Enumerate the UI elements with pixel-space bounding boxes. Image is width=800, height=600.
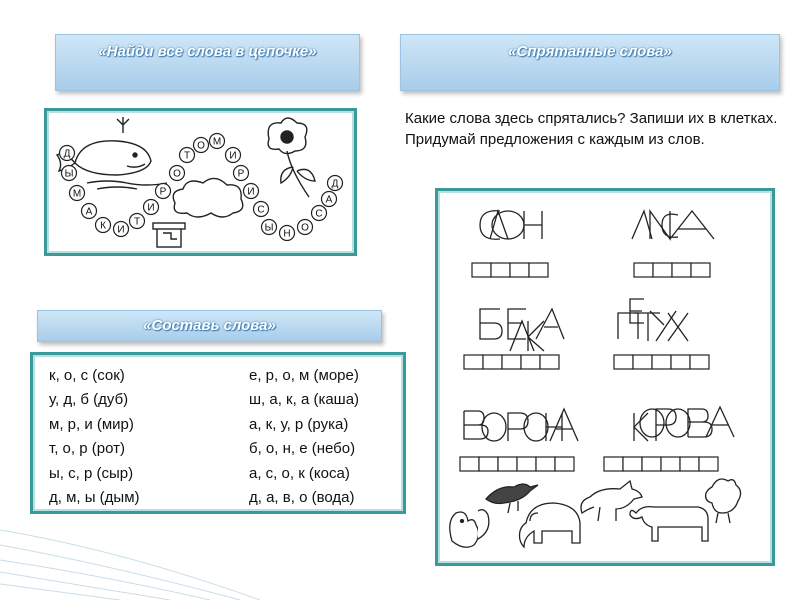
compose-words-panel bbox=[30, 352, 406, 514]
chain-letter bbox=[156, 184, 171, 199]
chain-letter bbox=[60, 146, 75, 161]
letter-box bbox=[460, 457, 479, 471]
compose-left-item: у, д, б (дуб) bbox=[49, 391, 129, 409]
compose-row bbox=[43, 412, 399, 437]
chain-letter bbox=[96, 218, 111, 233]
letter-box bbox=[604, 457, 623, 471]
hidden-word-3-art bbox=[480, 309, 564, 351]
letter-box bbox=[661, 457, 680, 471]
letter-boxes-word-5 bbox=[460, 457, 574, 471]
chain-letter bbox=[254, 202, 269, 217]
letter-boxes-word-3 bbox=[464, 355, 559, 369]
chain-letter bbox=[114, 222, 129, 237]
compose-right-item: а, с, о, к (коса) bbox=[249, 464, 350, 482]
compose-left-item: к, о, с (сок) bbox=[49, 366, 125, 384]
letter-box bbox=[491, 263, 510, 277]
chain-letter-text: Н bbox=[283, 228, 291, 240]
chain-letter-text: Д bbox=[63, 148, 71, 160]
chain-letter-text: Ы bbox=[264, 222, 274, 234]
letter-box bbox=[633, 355, 652, 369]
compose-row bbox=[43, 437, 399, 462]
chain-letter-text: Ы bbox=[64, 168, 74, 180]
compose-left-item: м, р, и (мир) bbox=[49, 415, 134, 433]
chain-letter-text: Р bbox=[159, 186, 167, 198]
letter-box bbox=[555, 457, 574, 471]
letter-box bbox=[479, 457, 498, 471]
animals-illustration bbox=[450, 479, 741, 547]
compose-words-table bbox=[43, 363, 399, 510]
chain-letter bbox=[312, 206, 327, 221]
letter-box bbox=[653, 263, 672, 277]
letter-box bbox=[517, 457, 536, 471]
chain-letter bbox=[322, 192, 337, 207]
chain-title-banner: «Найди все слова в цепочке» bbox=[55, 34, 360, 91]
compose-right-item: б, о, н, е (небо) bbox=[249, 440, 356, 458]
letter-box bbox=[680, 457, 699, 471]
chain-letter bbox=[130, 214, 145, 229]
chain-letter bbox=[298, 220, 313, 235]
chain-letter-text: И bbox=[117, 224, 125, 236]
chain-letter-text: Р bbox=[237, 168, 245, 180]
hidden-word-4-art bbox=[618, 299, 688, 341]
chain-letter-text: Т bbox=[183, 150, 191, 162]
compose-right-item: ш, а, к, а (каша) bbox=[249, 391, 360, 409]
compose-right-item: д, а, в, о (вода) bbox=[249, 489, 355, 507]
chain-letter-text: С bbox=[315, 208, 323, 220]
compose-title-banner: «Составь слова» bbox=[37, 310, 382, 342]
letter-boxes-word-6 bbox=[604, 457, 718, 471]
compose-left-item: т, о, р (рот) bbox=[49, 440, 125, 458]
letter-box bbox=[623, 457, 642, 471]
hidden-words-title-banner: «Спрятанные слова» bbox=[400, 34, 780, 91]
letter-box bbox=[536, 457, 555, 471]
letter-box bbox=[498, 457, 517, 471]
chain-letter bbox=[70, 186, 85, 201]
letter-box bbox=[510, 263, 529, 277]
hidden-words-illustration bbox=[438, 191, 772, 563]
chain-letter bbox=[82, 204, 97, 219]
chain-letter bbox=[244, 184, 259, 199]
chain-letter-text: О bbox=[197, 140, 205, 152]
chain-panel bbox=[44, 108, 357, 256]
chain-letter-text: М bbox=[212, 136, 222, 148]
decorative-lines bbox=[0, 510, 260, 600]
hidden-word-5-art bbox=[464, 409, 578, 441]
letter-box bbox=[699, 457, 718, 471]
letter-box bbox=[634, 263, 653, 277]
chain-letter bbox=[210, 134, 225, 149]
compose-row bbox=[43, 363, 399, 388]
letter-box bbox=[652, 355, 671, 369]
compose-row bbox=[43, 461, 399, 486]
compose-left-item: ы, с, р (сыр) bbox=[49, 464, 134, 482]
letter-box bbox=[521, 355, 540, 369]
chain-letter-text: Д bbox=[331, 178, 339, 190]
chain-letter-text: С bbox=[257, 204, 265, 216]
chain-letter bbox=[62, 166, 77, 181]
chain-illustration bbox=[47, 111, 354, 253]
letter-box bbox=[483, 355, 502, 369]
letter-boxes-word-2 bbox=[634, 263, 710, 277]
chain-letter-text: И bbox=[247, 186, 255, 198]
letter-boxes-word-4 bbox=[614, 355, 709, 369]
chain-letter-text: И bbox=[147, 202, 155, 214]
compose-right-item: а, к, у, р (рука) bbox=[249, 415, 349, 433]
chain-letter bbox=[328, 176, 343, 191]
compose-row bbox=[43, 486, 399, 511]
hidden-word-1-art bbox=[480, 211, 542, 239]
chain-letter bbox=[144, 200, 159, 215]
chain-letter-text: О bbox=[173, 168, 181, 180]
letter-box bbox=[472, 263, 491, 277]
letter-box bbox=[672, 263, 691, 277]
letter-box bbox=[671, 355, 690, 369]
flower-icon bbox=[268, 118, 315, 197]
chain-letter bbox=[234, 166, 249, 181]
letter-box bbox=[502, 355, 521, 369]
letter-box bbox=[529, 263, 548, 277]
letter-box bbox=[614, 355, 633, 369]
compose-right-item: е, р, о, м (море) bbox=[249, 366, 359, 384]
chain-letter-text: А bbox=[85, 206, 93, 218]
chain-letter-text: И bbox=[229, 150, 237, 162]
chain-letter-text: К bbox=[100, 220, 106, 232]
chain-letter bbox=[226, 148, 241, 163]
chain-letter bbox=[262, 220, 277, 235]
chain-letter bbox=[180, 148, 195, 163]
chain-letter bbox=[194, 138, 209, 153]
chain-letter bbox=[280, 226, 295, 241]
hidden-words-panel bbox=[435, 188, 775, 566]
letter-boxes-word-1 bbox=[472, 263, 548, 277]
chain-letter bbox=[170, 166, 185, 181]
letter-box bbox=[540, 355, 559, 369]
letter-box bbox=[464, 355, 483, 369]
chain-letter-text: А bbox=[325, 194, 333, 206]
letter-box bbox=[642, 457, 661, 471]
hidden-word-6-art bbox=[634, 407, 734, 441]
letter-box bbox=[691, 263, 710, 277]
letter-box bbox=[690, 355, 709, 369]
chain-letter-text: М bbox=[72, 188, 82, 200]
hidden-words-task-text: Какие слова здесь спрятались? Запиши их в клетках. Придумай предложения с каждым из слов. bbox=[405, 110, 778, 148]
chain-letter-text: О bbox=[301, 222, 309, 234]
compose-row bbox=[43, 388, 399, 413]
hidden-word-2-art bbox=[632, 211, 714, 239]
chain-letter-text: Т bbox=[133, 216, 141, 228]
compose-left-item: д, м, ы (дым) bbox=[49, 489, 140, 507]
